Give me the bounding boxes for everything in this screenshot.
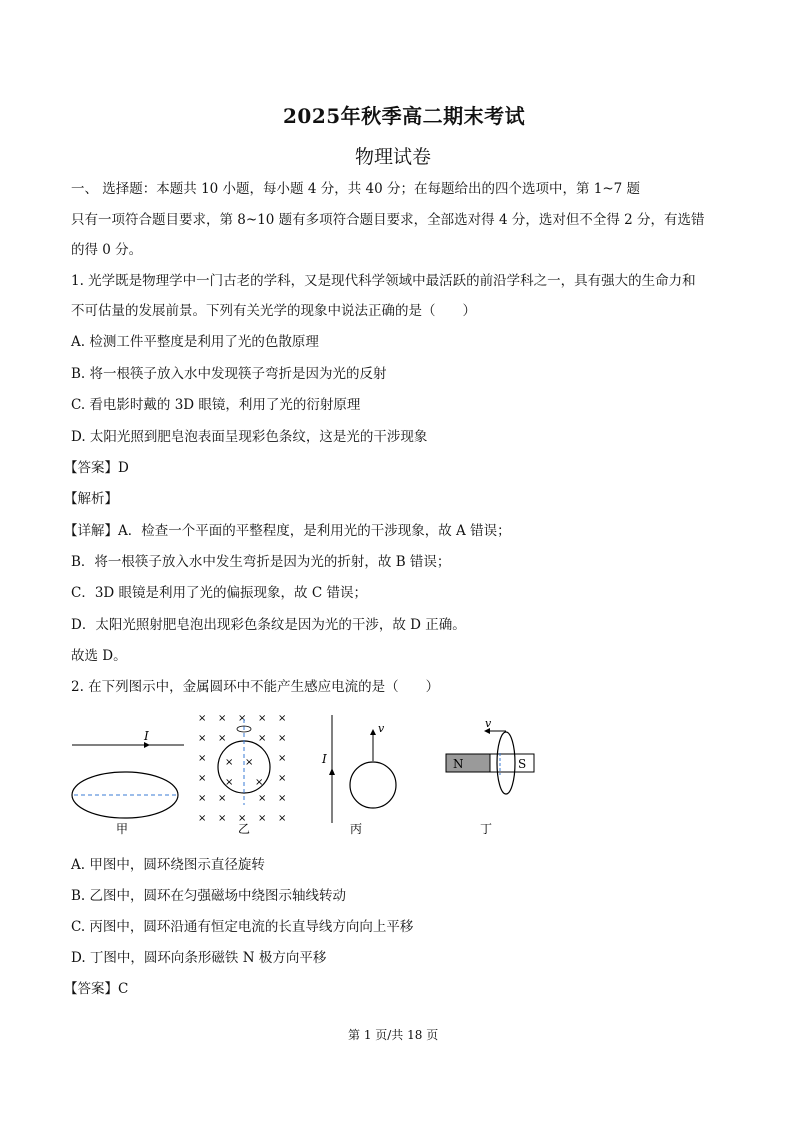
svg-text:×: × (198, 793, 207, 804)
q1-option-a: A. 检测工件平整度是利用了光的色散原理 (71, 334, 319, 350)
q2-option-b: B. 乙图中，圆环在匀强磁场中绕图示轴线转动 (71, 888, 347, 904)
figure-yi (198, 713, 286, 824)
q1-analysis-label: 【解析】 (64, 491, 118, 507)
q2-option-c: C. 丙图中，圆环沿通有恒定电流的长直导线方向向上平移 (71, 919, 414, 935)
svg-text:×: × (218, 793, 227, 804)
figure-bing-label: 丙 (350, 822, 363, 836)
q1-detail-line2: B．将一根筷子放入水中发生弯折是因为光的折射，故 B 错误； (71, 554, 451, 570)
svg-text:×: × (198, 753, 207, 764)
svg-text:×: × (238, 713, 247, 724)
answer-label: 【答案】 (64, 460, 118, 476)
svg-text:×: × (225, 777, 234, 788)
svg-text:×: × (258, 793, 267, 804)
figure-ding-north-label: N (453, 757, 464, 771)
q1-stem-line2: 不可估量的发展前景。下列有关光学的现象中说法正确的是（ ） (71, 303, 476, 319)
svg-text:×: × (198, 713, 207, 724)
q1-detail-line1: 【详解】A．检查一个平面的平整程度，是利用光的干涉现象，故 A 错误； (64, 523, 511, 539)
svg-text:×: × (245, 757, 254, 768)
q2-stem: 2. 在下列图示中，金属圆环中不能产生感应电流的是（ ） (71, 679, 440, 695)
q1-detail-line4: D．太阳光照射肥皂泡出现彩色条纹是因为光的干涉，故 D 正确。 (71, 617, 466, 633)
q1-stem-line1: 1. 光学既是物理学中一门古老的学科，又是现代科学领域中最活跃的前沿学科之一，具有强大的生命力和 (71, 273, 696, 289)
figure-yi-label: 乙 (238, 822, 251, 836)
svg-text:×: × (198, 813, 207, 824)
q1-conclusion: 故选 D。 (71, 648, 127, 664)
page-footer: 第 1 页/共 18 页 (348, 1028, 439, 1042)
figure-ding-south-label: S (518, 757, 527, 771)
q2-option-a: A. 甲图中，圆环绕图示直径旋转 (71, 857, 265, 873)
q1-option-b: B. 将一根筷子放入水中发现筷子弯折是因为光的反射 (71, 366, 387, 382)
figure-bing-current-label: I (322, 752, 327, 766)
svg-text:×: × (278, 713, 287, 724)
figure-jia-label: 甲 (116, 822, 129, 836)
svg-text:×: × (198, 773, 207, 784)
svg-text:×: × (218, 713, 227, 724)
section-instructions-line1: 一、 选择题：本题共 10 小题，每小题 4 分，共 40 分；在每题给出的四个选项中，第 1~7 题 (71, 181, 641, 197)
figure-bing (329, 715, 396, 823)
q1-option-c: C. 看电影时戴的 3D 眼镜，利用了光的衍射原理 (71, 397, 361, 413)
svg-text:×: × (258, 733, 267, 744)
figure-ding-velocity-label: v (485, 717, 492, 730)
q2-figure (60, 705, 540, 840)
svg-text:×: × (218, 733, 227, 744)
svg-text:×: × (225, 757, 234, 768)
answer-value: C (118, 981, 129, 997)
svg-text:×: × (198, 733, 207, 744)
svg-text:×: × (278, 773, 287, 784)
q2-answer (64, 980, 128, 998)
figure-bing-velocity-label: v (378, 722, 385, 735)
q1-option-d: D. 太阳光照到肥皂泡表面呈现彩色条纹，这是光的干涉现象 (71, 429, 428, 445)
svg-text:×: × (255, 777, 264, 788)
page-subtitle: 物理试卷 (355, 146, 432, 168)
page-title: 2025年秋季高二期末考试 (283, 104, 526, 128)
svg-text:×: × (278, 733, 287, 744)
answer-label: 【答案】 (64, 981, 118, 997)
figure-jia (72, 742, 184, 818)
answer-value: D (118, 460, 129, 476)
svg-text:×: × (258, 713, 267, 724)
figure-ding-label: 丁 (480, 822, 493, 836)
svg-text:×: × (278, 813, 287, 824)
svg-text:×: × (278, 793, 287, 804)
section-instructions-line3: 的得 0 分。 (71, 242, 143, 258)
svg-text:×: × (278, 753, 287, 764)
q1-detail-line3: C．3D 眼镜是利用了光的偏振现象，故 C 错误； (71, 585, 367, 601)
q1-answer (64, 459, 129, 477)
svg-text:×: × (258, 813, 267, 824)
q2-option-d: D. 丁图中，圆环向条形磁铁 N 极方向平移 (71, 950, 327, 966)
figure-jia-current-label: I (144, 729, 149, 743)
svg-text:×: × (238, 813, 247, 824)
svg-text:×: × (218, 813, 227, 824)
section-instructions-line2: 只有一项符合题目要求，第 8~10 题有多项符合题目要求，全部选对得 4 分，选对但不全得 2 分，有选错 (71, 212, 705, 228)
